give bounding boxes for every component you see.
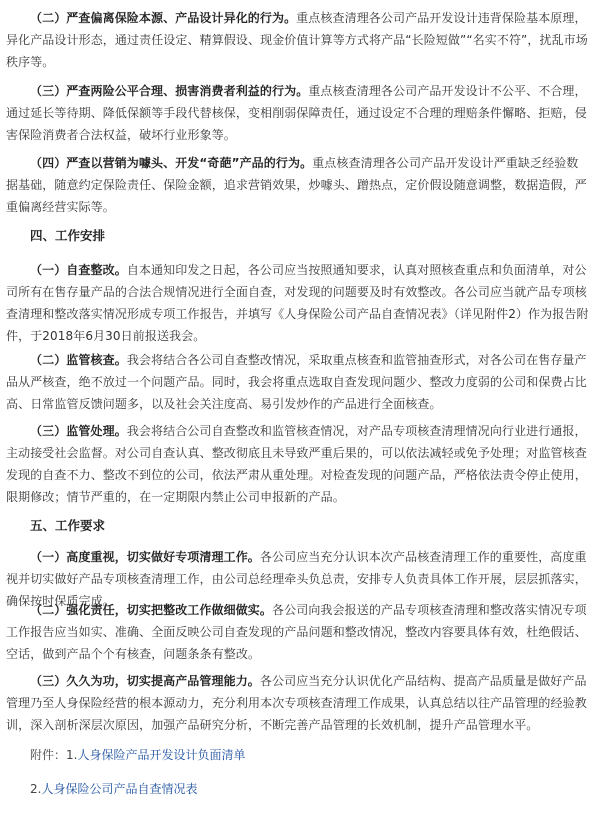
paragraph-item-4 xyxy=(6,152,590,218)
paragraph-body: 各公司应当充分认识优化产品结构、提高产品质量是做好产品管理乃至人身保险经营的根本源动力，充分利用本次专项核查清理工作成果，认真总结以往产品管理的经验教训，深入剖析深层次原因，加强产品研究分析，不断完善产品管理的长效机制，提升产品管理水平。 xyxy=(6,674,587,732)
paragraph-supervision-check xyxy=(6,349,590,415)
paragraph-self-inspection xyxy=(6,259,590,347)
paragraph-supervision-handling xyxy=(6,420,590,508)
paragraph-body: 重点核查清理各公司产品开发设计违背保险基本原理，异化产品设计形态，通过责任设定、精算假设、现金价值计算等方式将产品“长险短做”“名实不符”，扰乱市场秩序等。 xyxy=(6,11,588,69)
attachment-line-2 xyxy=(30,779,197,799)
paragraph-body: 我会将结合各公司自查整改情况，采取重点核查和监管抽查形式，对各公司在售存量产品从严核查，绝不放过一个问题产品。同时，我会将重点选取自查发现问题少、整改力度弱的公司和保费占比高、日常监管反馈问题多，以及社会关注度高、易引发炒作的产品进行全面核查。 xyxy=(6,353,587,411)
paragraph-title: （一）高度重视，切实做好专项清理工作。 xyxy=(30,550,260,564)
paragraph-title: （二）严查偏离保险本源、产品设计异化的行为。 xyxy=(30,11,297,25)
paragraph-requirement-3 xyxy=(6,670,590,736)
section-heading-work-arrangement: 四、工作安排 xyxy=(30,228,106,243)
paragraph-body: 重点核查清理各公司产品开发设计不公平、不合理，通过延长等待期、降低保额等手段代替核保，变相削弱保障责任，通过设定不合理的理赔条件懈略、拒赔，侵害保险消费者合法权益，破坏行业形象等。 xyxy=(6,84,587,142)
attachment-line-1 xyxy=(30,745,245,765)
paragraph-body: 自本通知印发之日起，各公司应当按照通知要求，认真对照核查重点和负面清单，对公司所有在售存量产品的合法合规情况进行全面自查，对发现的问题要及时有效整改。各公司应当就产品专项核查清理和整改落实情况形成专项工作报告，并填写《人身保险公司产品自查情况表》（详见附件2）作为报告附件，于2018年6月30日前报送我会。 xyxy=(6,263,589,343)
attachment-link-negative-list[interactable]: 人身保险产品开发设计负面清单 xyxy=(77,748,246,762)
attachment-link-self-check-table[interactable]: 人身保险公司产品自查情况表 xyxy=(41,782,198,796)
paragraph-title: （二）监管核查。 xyxy=(30,353,127,367)
paragraph-title: （三）严查两险公平合理、损害消费者利益的行为。 xyxy=(30,84,309,98)
paragraph-title: （三）监管处理。 xyxy=(30,424,127,438)
paragraph-requirement-2 xyxy=(6,599,590,665)
paragraph-title: （二）强化责任，切实把整改工作做细做实。 xyxy=(30,603,273,617)
paragraph-item-3 xyxy=(6,80,590,146)
paragraph-item-2 xyxy=(6,7,590,73)
paragraph-body: 我会将结合公司自查整改和监管核查情况，对产品专项核查清理情况向行业进行通报，主动接受社会监督。对公司自查认真、整改彻底且未导致严重后果的，可以依法减轻或免予处理；对监管核查发现的自查不力、整改不到位的公司，依法严肃从重处理。对检查发现的问题产品，严格依法责令停止使用，限期修改；情节严重的，在一定期限内禁止公司申报新的产品。 xyxy=(6,424,587,504)
attachment-prefix: 2. xyxy=(30,782,42,796)
paragraph-body: 各公司向我会报送的产品专项核查清理和整改落实情况专项工作报告应当如实、准确、全面反映公司自查发现的产品问题和整改情况，整改内容要具体有效，杜绝假话、空话，做到产品个个有核查，问题条条有整改。 xyxy=(6,603,587,661)
paragraph-body: 重点核查清理各公司产品开发设计严重缺乏经验数据基础，随意约定保险责任、保险金额，追求营销效果，炒噱头、蹭热点，定价假设随意调整，数据造假，严重偏离经营实际等。 xyxy=(6,156,587,214)
section-heading-work-requirements: 五、工作要求 xyxy=(30,518,106,533)
attachment-prefix: 附件：1. xyxy=(30,748,78,762)
paragraph-body: 各公司应当充分认识本次产品核查清理工作的重要性，高度重视并切实做好产品专项核查清理工作，由公司总经理牵头负总责，安排专人负责具体工作开展，层层抓落实，确保按时保质完成。 xyxy=(6,550,587,608)
paragraph-title: （三）久久为功，切实提高产品管理能力。 xyxy=(30,674,260,688)
paragraph-title: （四）严查以营销为噱头、开发“奇葩”产品的行为。 xyxy=(30,156,313,170)
paragraph-title: （一）自查整改。 xyxy=(30,263,127,277)
